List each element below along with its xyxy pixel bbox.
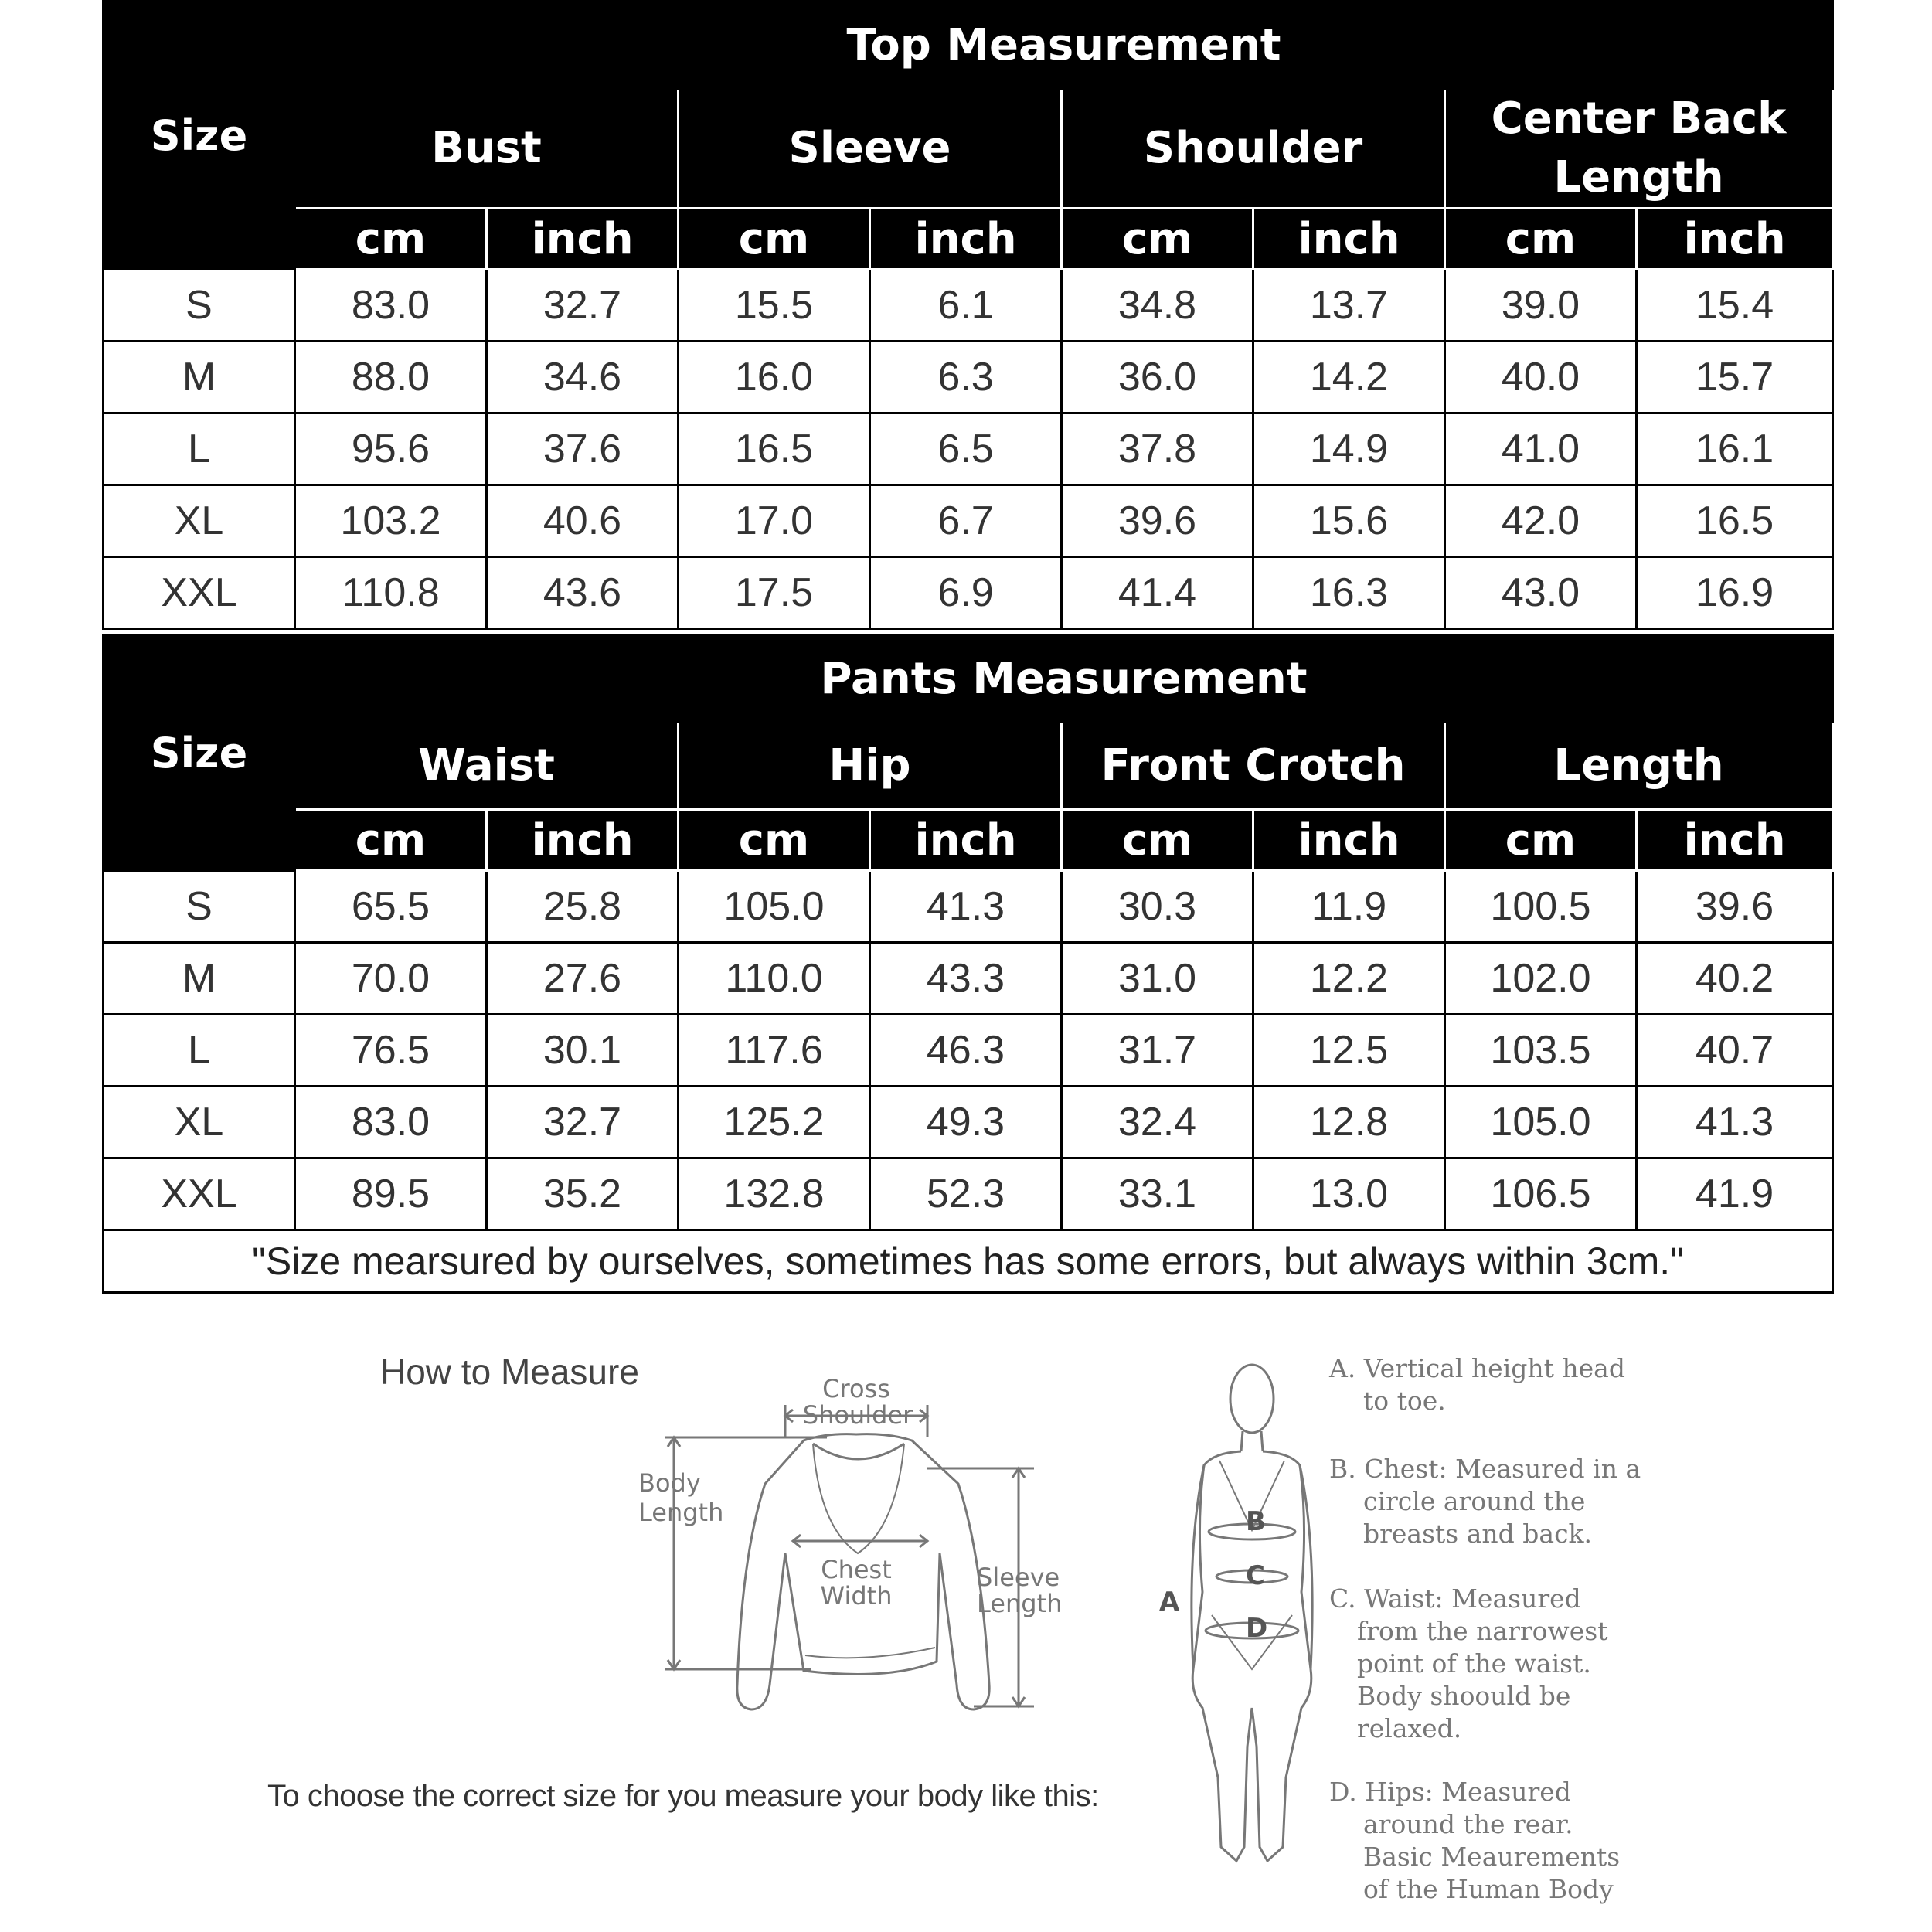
measurement-cell: 43.0	[1445, 557, 1637, 629]
size-column-header: Size	[104, 2, 295, 270]
measurement-cell: 17.5	[679, 557, 870, 629]
measurement-cell: 110.0	[679, 943, 870, 1015]
measurement-cell: 15.7	[1637, 342, 1833, 413]
chest-width-label-2: Width	[820, 1581, 893, 1611]
measurement-cell: 106.5	[1445, 1158, 1637, 1230]
measurement-cell: 34.6	[487, 342, 679, 413]
group-header: Waist	[295, 723, 679, 810]
measurement-cell: 37.6	[487, 413, 679, 485]
measurement-cell: 6.5	[870, 413, 1062, 485]
size-cell: L	[104, 413, 295, 485]
shirt-diagram	[634, 1376, 1097, 1731]
measurement-cell: 52.3	[870, 1158, 1062, 1230]
measurement-cell: 42.0	[1445, 485, 1637, 557]
measurement-cell: 16.1	[1637, 413, 1833, 485]
group-header: Length	[1445, 723, 1833, 810]
measurement-cell: 27.6	[487, 943, 679, 1015]
legend-b-line: circle around the	[1363, 1486, 1586, 1516]
legend-b	[1329, 1453, 1654, 1550]
body-diagram	[1159, 1345, 1345, 1886]
body-length-label-2: Length	[638, 1498, 724, 1527]
choose-size-instruction: To choose the correct size for you measure your body like this:	[267, 1779, 1099, 1813]
group-header-row	[104, 89, 1833, 209]
unit-header: cm	[295, 209, 487, 270]
measurement-cell: 76.5	[295, 1015, 487, 1087]
measurement-cell: 40.7	[1637, 1015, 1833, 1087]
size-cell: XXL	[104, 557, 295, 629]
size-column-header: Size	[104, 635, 295, 871]
measurement-cell: 40.6	[487, 485, 679, 557]
measurement-cell: 83.0	[295, 1087, 487, 1158]
measurement-cell: 16.9	[1637, 557, 1833, 629]
size-cell: S	[104, 871, 295, 943]
measurement-cell: 12.2	[1253, 943, 1445, 1015]
measurement-cell: 6.1	[870, 270, 1062, 342]
measurement-cell: 17.0	[679, 485, 870, 557]
measurement-cell: 43.3	[870, 943, 1062, 1015]
cross-shoulder-label-2: Shoulder	[802, 1400, 913, 1430]
unit-header-row	[104, 209, 1833, 270]
legend-b-line: breasts and back.	[1363, 1519, 1593, 1549]
unit-header: inch	[1253, 810, 1445, 871]
measurement-cell: 39.6	[1637, 871, 1833, 943]
measurement-cell: 103.5	[1445, 1015, 1637, 1087]
legend-d-line: D. Hips: Measured	[1329, 1777, 1571, 1807]
measurement-cell: 70.0	[295, 943, 487, 1015]
measurement-cell: 95.6	[295, 413, 487, 485]
measurement-cell: 40.2	[1637, 943, 1833, 1015]
note-row	[104, 1230, 1833, 1293]
unit-header: cm	[1062, 810, 1253, 871]
group-header: Front Crotch	[1062, 723, 1445, 810]
measurement-cell: 100.5	[1445, 871, 1637, 943]
measurement-cell: 36.0	[1062, 342, 1253, 413]
measurement-cell: 6.3	[870, 342, 1062, 413]
table-row	[104, 270, 1833, 342]
group-header: Sleeve	[679, 89, 1062, 209]
unit-header: inch	[870, 209, 1062, 270]
size-cell: L	[104, 1015, 295, 1087]
body-label-d: D	[1246, 1613, 1268, 1644]
measurement-cell: 30.1	[487, 1015, 679, 1087]
size-cell: XL	[104, 1087, 295, 1158]
unit-header: inch	[487, 810, 679, 871]
group-header-row	[104, 723, 1833, 810]
measurement-cell: 16.5	[1637, 485, 1833, 557]
pants-measurement-table	[102, 634, 1834, 1294]
legend-a-line: to toe.	[1363, 1386, 1446, 1416]
measurement-cell: 6.9	[870, 557, 1062, 629]
group-header: Center Back Length	[1445, 89, 1833, 209]
measurement-cell: 39.6	[1062, 485, 1253, 557]
sleeve-length-label-2: Length	[977, 1589, 1063, 1618]
unit-header: cm	[295, 810, 487, 871]
measurement-cell: 49.3	[870, 1087, 1062, 1158]
group-header: Shoulder	[1062, 89, 1445, 209]
body-label-b: B	[1246, 1506, 1266, 1537]
size-cell: S	[104, 270, 295, 342]
measurement-cell: 41.3	[870, 871, 1062, 943]
measurement-cell: 105.0	[1445, 1087, 1637, 1158]
measurement-cell: 15.4	[1637, 270, 1833, 342]
measurement-cell: 15.6	[1253, 485, 1445, 557]
table-row	[104, 871, 1833, 943]
measurement-cell: 41.9	[1637, 1158, 1833, 1230]
measurement-cell: 41.3	[1637, 1087, 1833, 1158]
measurement-cell: 16.3	[1253, 557, 1445, 629]
measurement-cell: 14.2	[1253, 342, 1445, 413]
unit-header: cm	[1445, 810, 1637, 871]
unit-header: inch	[487, 209, 679, 270]
unit-header: inch	[1637, 810, 1833, 871]
measurement-cell: 37.8	[1062, 413, 1253, 485]
measurement-cell: 25.8	[487, 871, 679, 943]
legend-d	[1329, 1776, 1654, 1906]
legend-a-line: A. Vertical height head	[1329, 1353, 1625, 1383]
table-row	[104, 1087, 1833, 1158]
measurement-cell: 15.5	[679, 270, 870, 342]
measurement-cell: 16.0	[679, 342, 870, 413]
how-to-measure-title: How to Measure	[380, 1352, 639, 1392]
measurement-cell: 39.0	[1445, 270, 1637, 342]
body-length-label-1: Body	[638, 1468, 701, 1498]
legend-c-line: relaxed.	[1357, 1713, 1462, 1743]
measurement-cell: 14.9	[1253, 413, 1445, 485]
measurement-cell: 102.0	[1445, 943, 1637, 1015]
measurement-cell: 83.0	[295, 270, 487, 342]
measurement-cell: 110.8	[295, 557, 487, 629]
measurement-cell: 43.6	[487, 557, 679, 629]
size-cell: XXL	[104, 1158, 295, 1230]
measurement-note: "Size mearsured by ourselves, sometimes has some errors, but always within 3cm."	[104, 1230, 1833, 1293]
unit-header: inch	[1253, 209, 1445, 270]
measurement-cell: 117.6	[679, 1015, 870, 1087]
group-header: Hip	[679, 723, 1062, 810]
unit-header-row	[104, 810, 1833, 871]
legend-a	[1329, 1352, 1654, 1417]
measurement-cell: 33.1	[1062, 1158, 1253, 1230]
table-row	[104, 1015, 1833, 1087]
table-row	[104, 943, 1833, 1015]
measurement-cell: 32.7	[487, 270, 679, 342]
measurement-cell: 13.0	[1253, 1158, 1445, 1230]
legend-c	[1329, 1583, 1654, 1745]
measurement-cell: 30.3	[1062, 871, 1253, 943]
measurement-cell: 41.0	[1445, 413, 1637, 485]
legend-c-line: C. Waist: Measured	[1329, 1583, 1581, 1614]
chest-width-label-1: Chest	[821, 1555, 892, 1584]
measurement-cell: 31.7	[1062, 1015, 1253, 1087]
size-cell: M	[104, 943, 295, 1015]
measurement-cell: 34.8	[1062, 270, 1253, 342]
measurement-cell: 125.2	[679, 1087, 870, 1158]
measurement-cell: 35.2	[487, 1158, 679, 1230]
unit-header: cm	[1062, 209, 1253, 270]
measurement-cell: 32.4	[1062, 1087, 1253, 1158]
measurement-cell: 88.0	[295, 342, 487, 413]
measurement-cell: 40.0	[1445, 342, 1637, 413]
pants-table-body	[104, 871, 1833, 1230]
unit-header: inch	[870, 810, 1062, 871]
legend-b-line: B. Chest: Measured in a	[1329, 1454, 1641, 1484]
measurement-cell: 12.5	[1253, 1015, 1445, 1087]
unit-header: cm	[679, 209, 870, 270]
top-table-body	[104, 270, 1833, 629]
body-label-c: C	[1246, 1560, 1265, 1591]
measurement-cell: 32.7	[487, 1087, 679, 1158]
size-cell: XL	[104, 485, 295, 557]
legend-c-line: from the narrowest	[1357, 1616, 1608, 1646]
table-row	[104, 413, 1833, 485]
unit-header: cm	[679, 810, 870, 871]
measurement-cell: 13.7	[1253, 270, 1445, 342]
sleeve-length-label-1: Sleeve	[977, 1563, 1060, 1592]
table-row	[104, 342, 1833, 413]
table-title: Top Measurement	[295, 2, 1833, 89]
measurement-cell: 89.5	[295, 1158, 487, 1230]
body-label-a: A	[1159, 1587, 1180, 1617]
top-measurement-table	[102, 0, 1834, 630]
measurement-cell: 132.8	[679, 1158, 870, 1230]
measurement-cell: 105.0	[679, 871, 870, 943]
legend-d-line: around the rear.	[1363, 1809, 1573, 1839]
table-row	[104, 557, 1833, 629]
legend-c-line: point of the waist.	[1357, 1648, 1591, 1679]
head-outline	[1230, 1365, 1274, 1433]
measurement-cell: 11.9	[1253, 871, 1445, 943]
measurement-cell: 41.4	[1062, 557, 1253, 629]
measurement-cell: 16.5	[679, 413, 870, 485]
table-title: Pants Measurement	[295, 635, 1833, 723]
legend-d-line: Basic Meaurements	[1363, 1842, 1621, 1872]
size-cell: M	[104, 342, 295, 413]
unit-header: cm	[1445, 209, 1637, 270]
measurement-cell: 12.8	[1253, 1087, 1445, 1158]
cross-shoulder-label-1: Cross	[822, 1376, 890, 1403]
unit-header: inch	[1637, 209, 1833, 270]
measurement-cell: 31.0	[1062, 943, 1253, 1015]
measurement-cell: 103.2	[295, 485, 487, 557]
measurement-cell: 6.7	[870, 485, 1062, 557]
table-row	[104, 485, 1833, 557]
legend-d-line: of the Human Body	[1363, 1874, 1614, 1904]
table-row	[104, 1158, 1833, 1230]
measurement-cell: 46.3	[870, 1015, 1062, 1087]
legend-c-line: Body shoould be	[1357, 1681, 1571, 1711]
measurement-cell: 65.5	[295, 871, 487, 943]
group-header: Bust	[295, 89, 679, 209]
